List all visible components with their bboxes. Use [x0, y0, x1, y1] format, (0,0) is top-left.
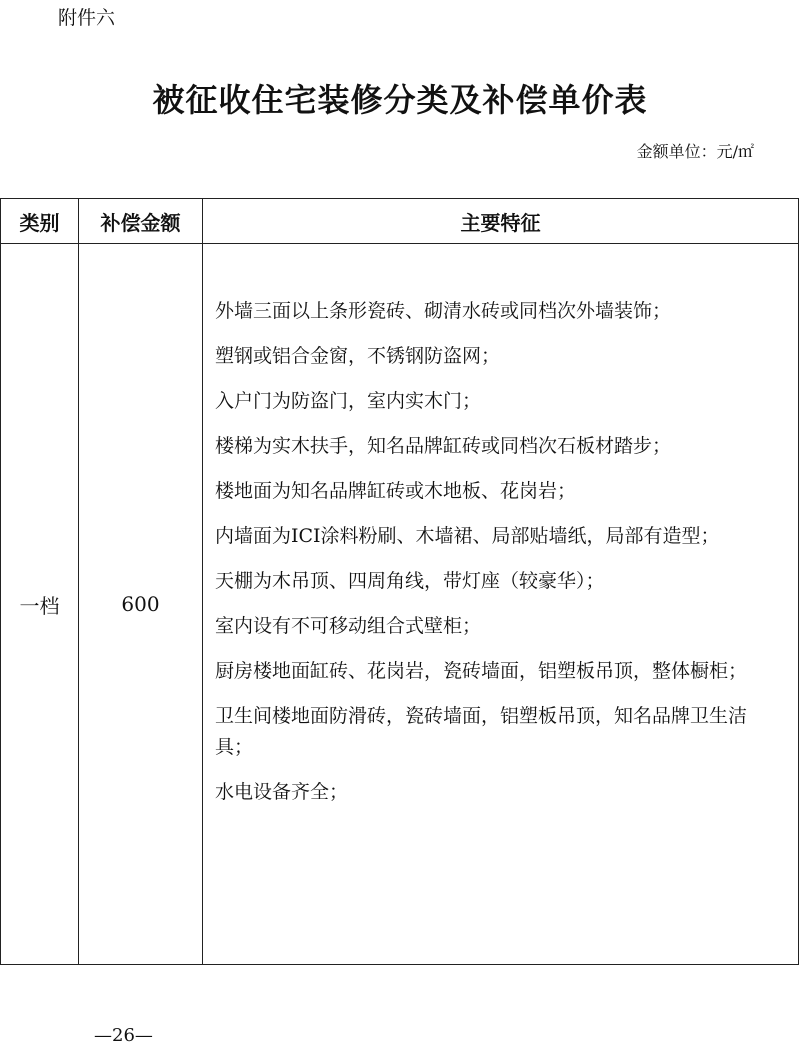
feature-item: 水电设备齐全； [215, 781, 349, 803]
feature-item: 内墙面为ICI涂料粉刷、木墙裙、局部贴墙纸，局部有造型； [215, 525, 720, 547]
page-title: 被征收住宅装修分类及补偿单价表 [152, 81, 648, 119]
amount-cell: 600 [79, 244, 203, 965]
unit-note: 金额单位：元/㎡ [636, 142, 754, 161]
compensation-price-table [0, 198, 799, 965]
header-features: 主要特征 [203, 199, 799, 244]
features-cell [203, 244, 799, 965]
feature-item: 入户门为防盗门，室内实木门； [215, 390, 482, 412]
feature-item: 塑钢或铝合金窗，不锈钢防盗网； [215, 345, 501, 367]
header-category: 类别 [1, 199, 79, 244]
feature-list [203, 244, 798, 808]
feature-item: 卫生间楼地面防滑砖，瓷砖墙面，铝塑板吊顶，知名品牌卫生洁具； [215, 705, 748, 758]
feature-item: 天棚为木吊顶、四周角线，带灯座（较豪华）； [215, 570, 605, 592]
table-row [1, 244, 799, 965]
feature-item: 外墙三面以上条形瓷砖、砌清水砖或同档次外墙装饰； [215, 300, 672, 322]
header-amount: 补偿金额 [79, 199, 203, 244]
feature-item: 室内设有不可移动组合式壁柜； [215, 615, 482, 637]
feature-item: 楼梯为实木扶手，知名品牌缸砖或同档次石板材踏步； [215, 435, 672, 457]
category-cell: 一档 [1, 244, 79, 965]
feature-item: 厨房楼地面缸砖、花岗岩，瓷砖墙面，铝塑板吊顶，整体橱柜； [215, 660, 748, 682]
table-header-row [1, 199, 799, 244]
page-number: —26— [94, 1025, 153, 1046]
feature-item: 楼地面为知名品牌缸砖或木地板、花岗岩； [215, 480, 577, 502]
attachment-label: 附件六 [58, 7, 116, 29]
